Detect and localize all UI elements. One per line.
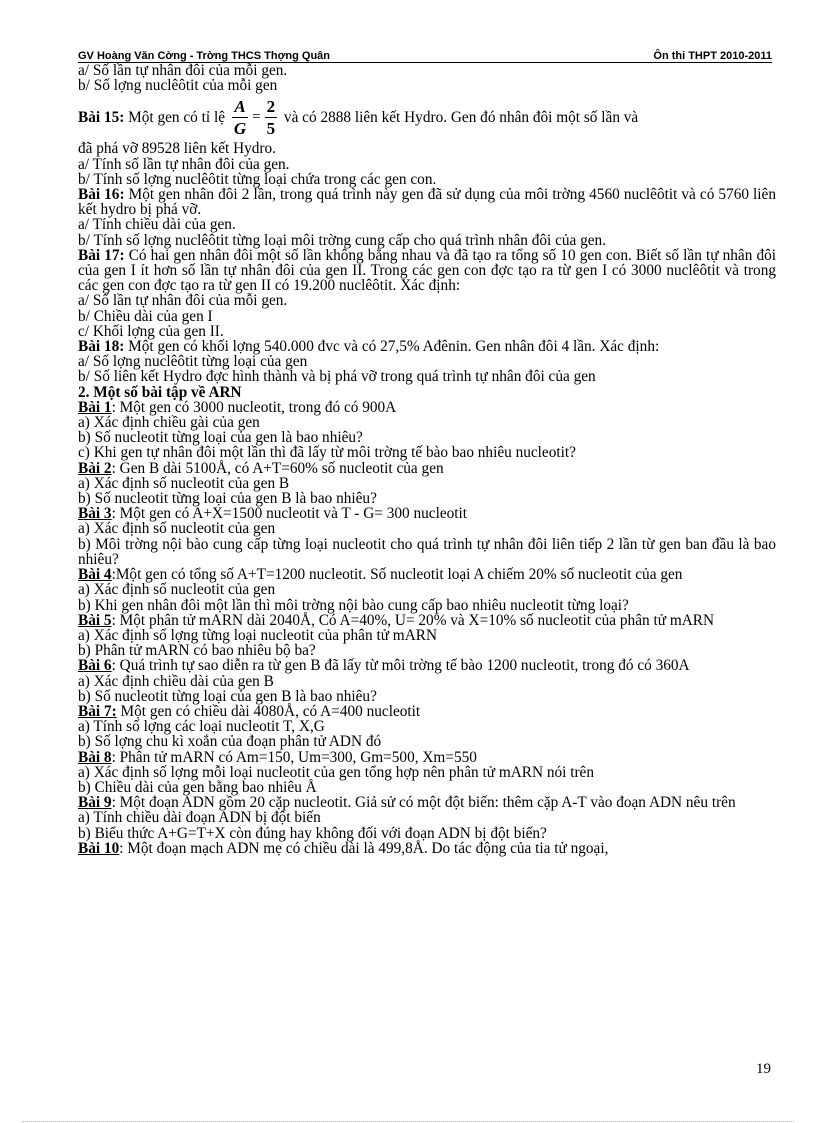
exercise-16: [78, 187, 776, 217]
exercise-title: Bài 10: [78, 839, 120, 857]
text-line: b/ Tính số lợng nuclêôtit từng loại chứa trong các gen con.: [78, 170, 437, 188]
exercise-title: Bài 2: [78, 459, 112, 477]
exercise-text: : Một gen có 3000 nucleotit, trong đó có 900A: [111, 398, 397, 416]
text-line: a/ Số lần tự nhân đôi của mỗi gen.: [78, 62, 288, 79]
arn-exercise-10: [78, 841, 776, 856]
exercise-text: Một gen nhân đôi 2 lần, trong quá trình này gen đã sử dụng của môi trờng 4560 nuclêôtit và có 5760 liên kết hydro bị phá vỡ.: [78, 186, 776, 219]
arn-exercise-2: [78, 461, 776, 476]
fraction-denominator: G: [233, 118, 247, 138]
arn-exercise-9: [78, 795, 776, 810]
exercise-title: Bài 9: [78, 794, 112, 812]
exercise-text: và có 2888 liên kết Hydro. Gen đó nhân đôi một số lần và: [280, 108, 639, 126]
text-line: b) Phân tử mARN có bao nhiêu bộ ba?: [78, 642, 316, 660]
text-line: c) Khi gen tự nhân đôi một lần thì đã lấy từ môi trờng tế bào bao nhiêu nucleotit?: [78, 444, 576, 462]
exercise-text: : Quá trình tự sao diễn ra từ gen B đã lấy từ môi trờng tế bào 1200 nucleotit, trong đó có 360A: [111, 657, 690, 675]
header-author: GV Hoàng Văn Cờng - Trờng THCS Thợng Quân: [78, 50, 331, 62]
exercise-title: Bài 16:: [78, 186, 125, 204]
section-heading: 2. Một số bài tập về ARN: [78, 383, 242, 401]
arn-exercise-4: [78, 567, 776, 582]
text-line: b/ Chiều dài của gen I: [78, 307, 213, 325]
exercise-text: :Một gen có tổng số A+T=1200 nucleotit. Số nucleotit loại A chiếm 20% số nucleotit của gen: [111, 566, 683, 584]
exercise-text: : Một đoạn mạch ADN mẹ có chiều dài là 499,8Å. Do tác động của tia tử ngoại,: [119, 839, 609, 857]
arn-exercise-6: [78, 658, 776, 673]
text-line: đã phá vỡ 89528 liên kết Hydro.: [78, 140, 276, 158]
exercise-title: Bài 6: [78, 657, 112, 675]
exercise-15-heading: [78, 93, 776, 141]
fraction-denominator: 5: [266, 118, 276, 138]
arn-exercise-1: [78, 400, 776, 415]
page-number: 19: [756, 1061, 771, 1077]
exercise-title: Bài 3: [78, 505, 112, 523]
text-line: b) Số nucleotit từng loại của gen B là bao nhiêu?: [78, 687, 377, 705]
text-line: a) Xác định số nucleotit của gen: [78, 520, 276, 538]
ratio-fraction-2-5: [265, 97, 278, 138]
document-body: [78, 63, 776, 856]
text-line: a/ Tính chiều dài của gen.: [78, 216, 236, 234]
arn-exercise-8: [78, 750, 776, 765]
exercise-text: Một gen có chiều dài 4080Å, có A=400 nucleotit: [116, 702, 421, 720]
text-line: b/ Tính số lợng nuclêôtit từng loại môi trờng cung cấp cho quá trình nhân đôi của gen.: [78, 231, 607, 249]
page-bottom-divider: [22, 1121, 794, 1122]
exercise-title: Bài 1: [78, 398, 112, 416]
text-line: a) Xác định chiều dài của gen B: [78, 672, 274, 690]
text-line: a) Xác định số nucleotit của gen: [78, 581, 276, 599]
text-line: b) Số nucleotit từng loại của gen B là bao nhiêu?: [78, 490, 377, 508]
exercise-text: Một gen có tỉ lệ: [124, 108, 229, 126]
text-line: c/ Khối lợng của gen II.: [78, 322, 224, 340]
exercise-text: Một gen có khối lợng 540.000 đvc và có 27,5% Ađênin. Gen nhân đôi 4 lần. Xác định:: [124, 338, 660, 356]
fraction-numerator: 2: [266, 96, 276, 116]
exercise-title: Bài 4: [78, 566, 112, 584]
text-line: a/ Số lợng nuclêôtit từng loại của gen: [78, 353, 308, 371]
text-line: b) Môi trờng nội bào cung cấp từng loại nucleotit cho quá trình tự nhân đôi liên tiếp 2 lần từ gen ban đầu là bao nhiêu?: [78, 535, 776, 568]
exercise-title: Bài 15:: [78, 108, 125, 126]
text-line: b/ Số liên kết Hydro đợc hình thành và bị phá vỡ trong quá trình tự nhân đôi của gen: [78, 368, 596, 386]
text-line: b) Chiều dài của gen bằng bao nhiêu Å: [78, 778, 317, 796]
exercise-title: Bài 7:: [78, 702, 117, 720]
text-line: a) Tính chiều dài đoạn ADN bị đột biến: [78, 809, 321, 827]
arn-exercise-3: [78, 506, 776, 521]
text-line: a) Xác định chiều gài của gen: [78, 414, 260, 432]
text-line: a) Xác định số nucleotit của gen B: [78, 474, 290, 492]
exercise-text: Có hai gen nhân đôi một số lần không bằng nhau và đã tạo ra tổng số 10 gen con. Biết số lần tự nhân đôi của gen I ít hơn số lần tự nhân đôi của gen II. Trong các gen con đợc tạo ra từ gen I có 3000 nuclêôtit và trong các gen con đợc tạo ra từ gen II có 19.200 nuclêôtit. Xác định:: [78, 246, 776, 295]
text-line: a) Tính số lợng các loại nucleotit T, X,G: [78, 718, 325, 736]
exercise-text: : Một phân tử mARN dài 2040Å, Có A=40%, U= 20% và X=10% số nucleotit của phân tử mARN: [111, 611, 715, 629]
exercise-text: : Một đoạn ADN gồm 20 cặp nucleotit. Giả sử có một đột biến: thêm cặp A-T vào đoạn ADN nêu trên: [111, 794, 736, 812]
text-line: b) Số nucleotit từng loại của gen là bao nhiêu?: [78, 429, 363, 447]
fraction-numerator: A: [234, 96, 246, 116]
exercise-text: : Một gen có A+X=1500 nucleotit và T - G= 300 nucleotit: [111, 505, 468, 523]
exercise-18: [78, 339, 776, 354]
text-line: a) Xác định số lợng mỗi loại nucleotit của gen tổng hợp nên phân tử mARN nói trên: [78, 763, 594, 781]
text-line: b/ Số lợng nuclêôtit của mỗi gen: [78, 77, 278, 95]
header-course: Ôn thi THPT 2010-2011: [653, 50, 772, 62]
arn-exercise-5: [78, 613, 776, 628]
text-line: a/ Số lần tự nhân đôi của mỗi gen.: [78, 292, 288, 310]
exercise-17: [78, 248, 776, 294]
text-line: b) Khi gen nhân đôi một lần thì môi trờng nội bào cung cấp bao nhiêu nucleotit từng loại?: [78, 596, 629, 614]
text-line: a/ Tính số lần tự nhân đôi của gen.: [78, 155, 290, 173]
equals-sign: =: [252, 108, 261, 125]
exercise-text: : Phân tử mARN có Am=150, Um=300, Gm=500, Xm=550: [111, 748, 477, 766]
text-line: a) Xác định số lợng từng loại nucleotit của phân tử mARN: [78, 626, 438, 644]
exercise-title: Bài 17:: [78, 246, 125, 264]
exercise-title: Bài 5: [78, 611, 112, 629]
exercise-title: Bài 18:: [78, 338, 125, 356]
text-line: b) Biểu thức A+G=T+X còn đúng hay không đối với đoạn ADN bị đột biến?: [78, 824, 547, 842]
ratio-fraction-a-g: [232, 97, 248, 138]
arn-exercise-7: [78, 704, 776, 719]
exercise-text: : Gen B dài 5100Å, có A+T=60% số nucleotit của gen: [111, 459, 444, 477]
text-line: b) Số lợng chu kì xoắn của đoạn phân tử ADN đó: [78, 733, 382, 751]
exercise-title: Bài 8: [78, 748, 112, 766]
